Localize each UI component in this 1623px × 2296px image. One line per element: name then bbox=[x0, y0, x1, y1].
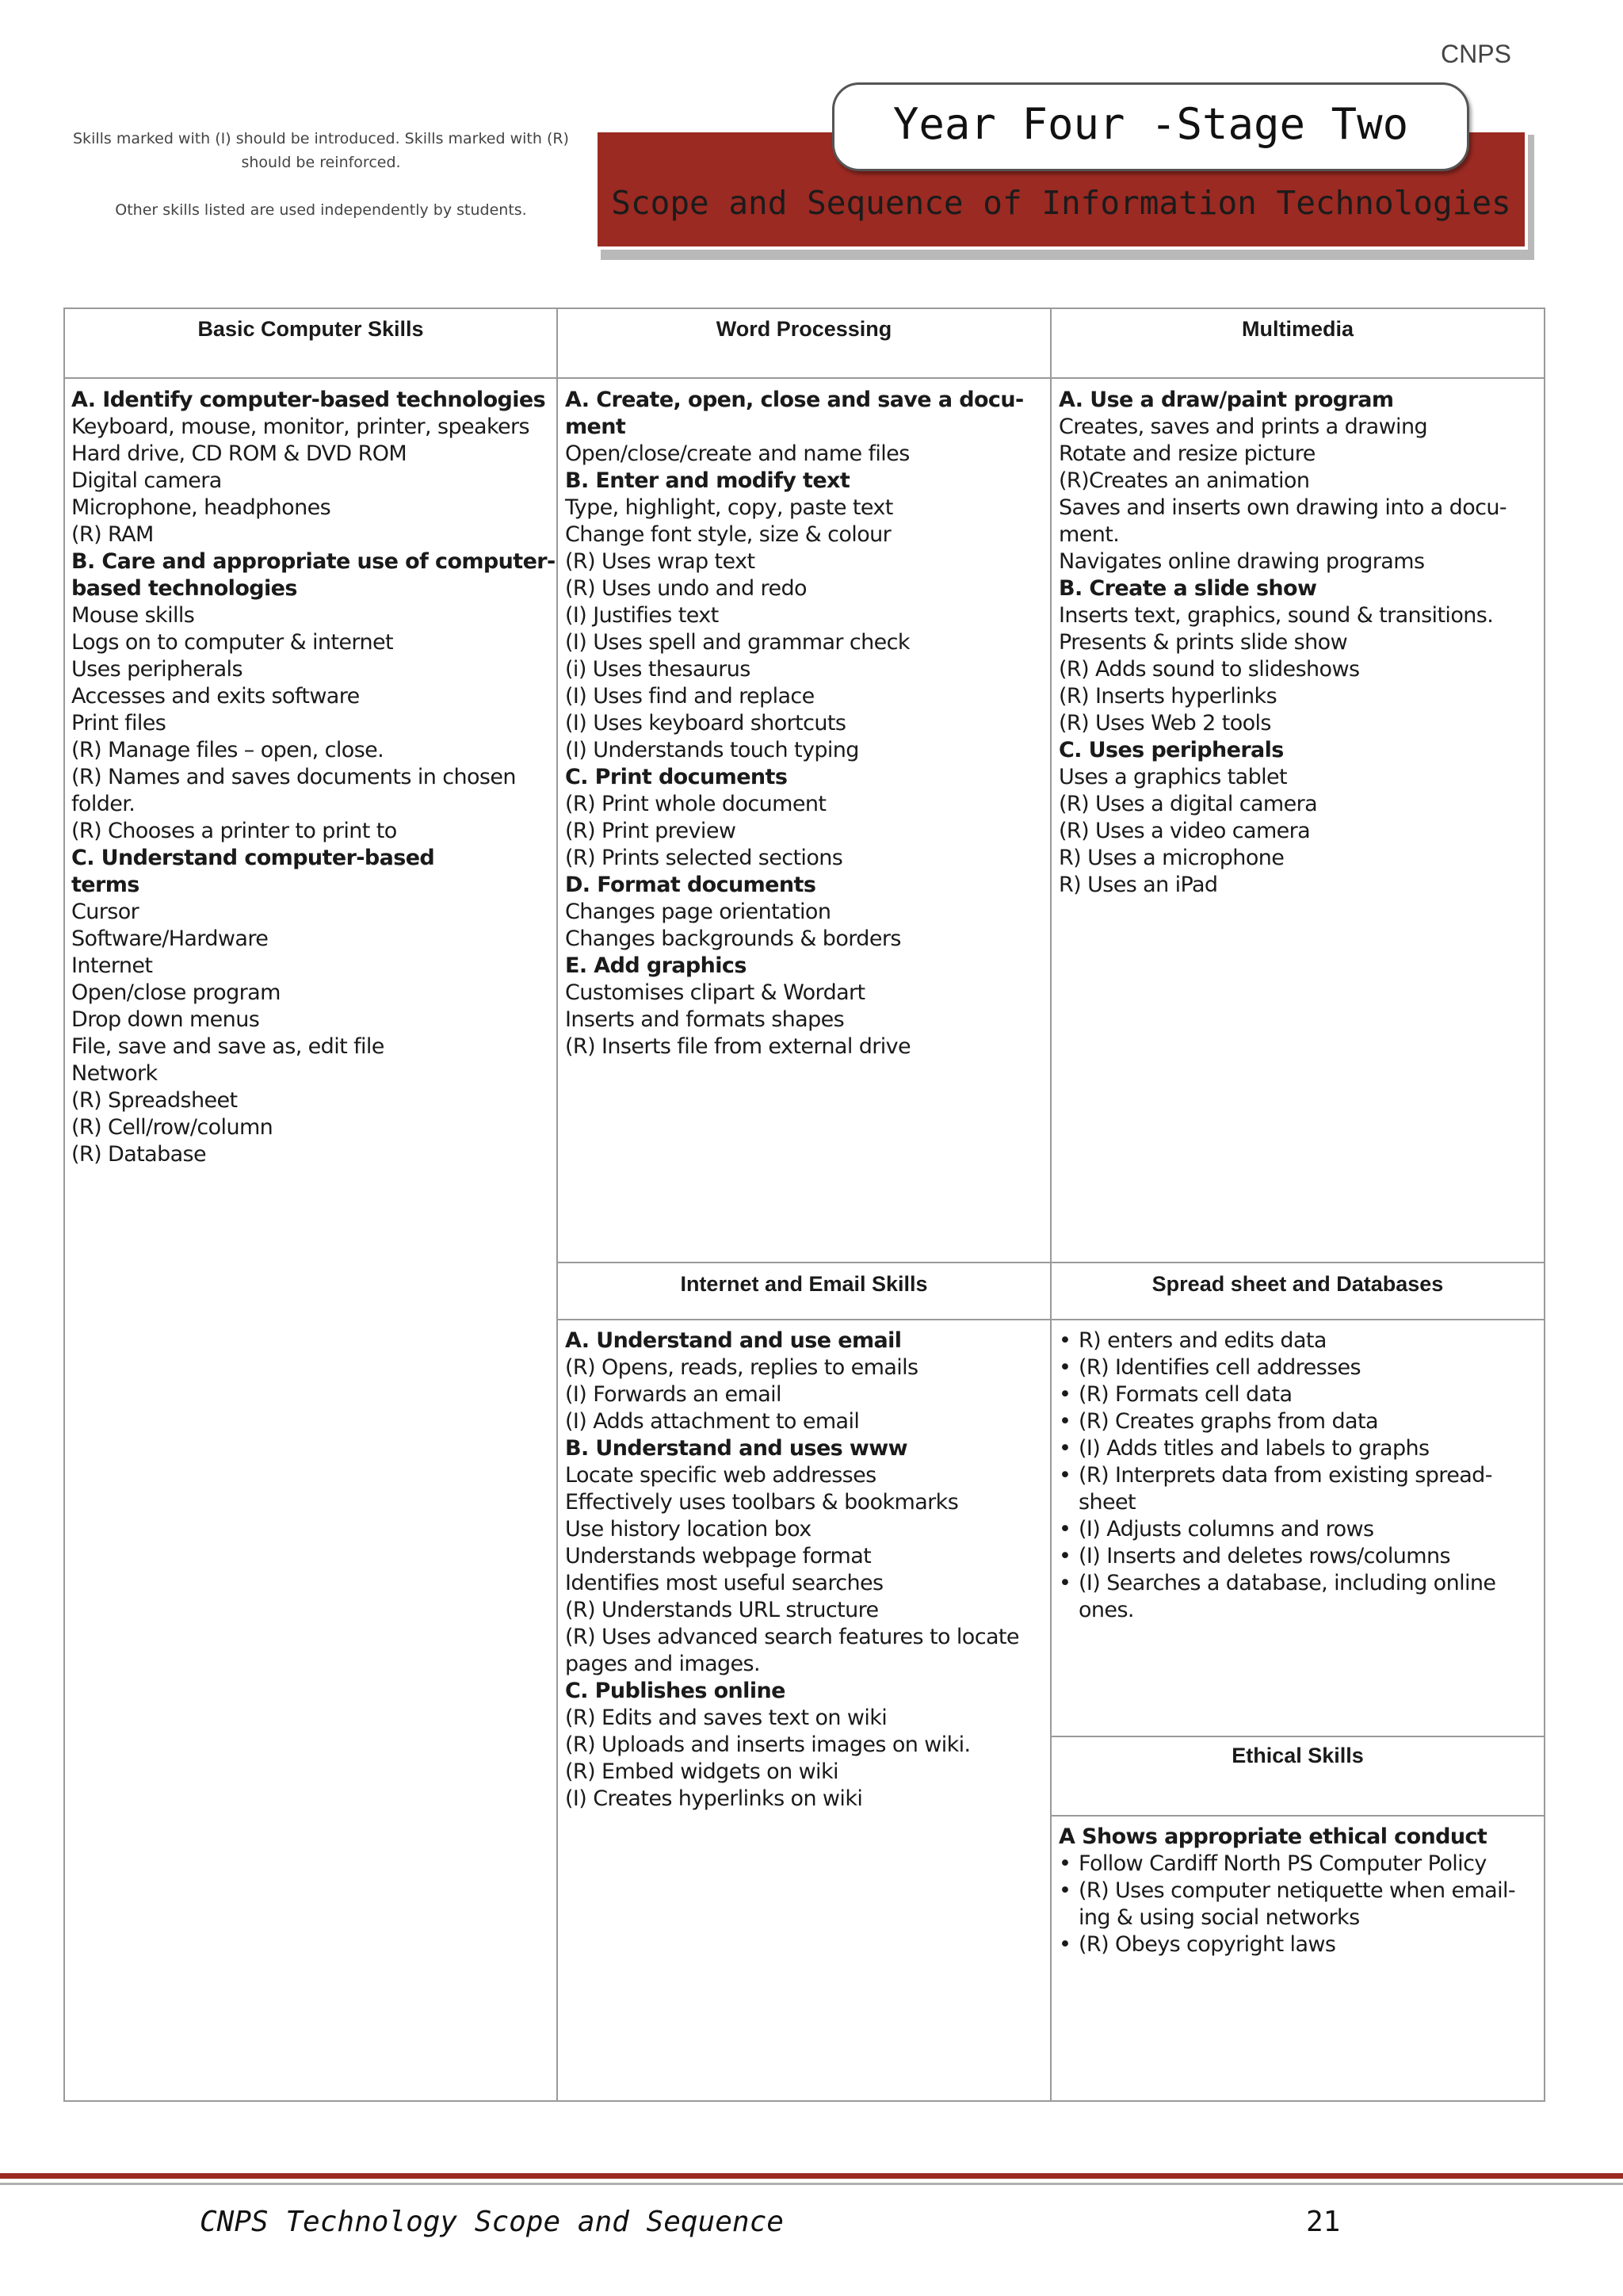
heading-internet-email: Internet and Email Skills bbox=[680, 1272, 928, 1296]
skill-item: Network bbox=[71, 1061, 158, 1086]
footer-rule bbox=[0, 2173, 1623, 2179]
basic-skills-list bbox=[71, 387, 556, 1168]
skill-item: Saves and inserts own drawing into a docu- bbox=[1059, 495, 1507, 520]
heading-word-processing: Word Processing bbox=[716, 317, 892, 341]
skill-item: Open/close program bbox=[71, 980, 281, 1005]
skill-item: Drop down menus bbox=[71, 1007, 260, 1032]
bullet-text: (R) Interprets data from existing spread- bbox=[1079, 1463, 1492, 1488]
skill-item: Rotate and resize picture bbox=[1059, 441, 1316, 466]
section-heading: D. Format documents bbox=[565, 873, 816, 897]
bullet-icon: • bbox=[1059, 1328, 1071, 1353]
section-heading: B. Understand and uses www bbox=[565, 1436, 907, 1461]
skill-item: (R) Chooses a printer to print to bbox=[71, 819, 397, 843]
skill-item: (R) Uses undo and redo bbox=[565, 576, 807, 601]
bullet-icon: • bbox=[1059, 1355, 1071, 1380]
skill-item: Accesses and exits software bbox=[71, 684, 360, 709]
skill-item: Internet bbox=[71, 953, 153, 978]
bullet-text: (I) Inserts and deletes rows/columns bbox=[1079, 1544, 1450, 1568]
skill-item: (R) Prints selected sections bbox=[565, 846, 843, 870]
skill-item: (R) Adds sound to slideshows bbox=[1059, 657, 1360, 682]
bullet-item bbox=[1059, 1381, 1541, 1408]
page-number: 21 bbox=[1306, 2206, 1341, 2238]
skill-item: Identifies most useful searches bbox=[565, 1571, 884, 1595]
bullet-item bbox=[1059, 1328, 1541, 1354]
skill-item: (R) Edits and saves text on wiki bbox=[565, 1706, 888, 1730]
spreadsheet-bullets bbox=[1059, 1328, 1541, 1624]
skill-item: (R) Inserts hyperlinks bbox=[1059, 684, 1277, 709]
skill-item: (I) Adds attachment to email bbox=[565, 1409, 860, 1434]
legend-note: Skills marked with (I) should be introduced. Skills marked with (R) should be reinforced. bbox=[73, 130, 569, 171]
bullet-item bbox=[1059, 1878, 1541, 1931]
bullet-item bbox=[1059, 1516, 1541, 1543]
skill-item: (R) RAM bbox=[71, 522, 154, 547]
skills-legend bbox=[67, 127, 575, 246]
skill-item: Keyboard, mouse, monitor, printer, speakers bbox=[71, 415, 529, 439]
section-heading: C. Understand computer-based bbox=[71, 846, 435, 870]
skill-item: Creates, saves and prints a drawing bbox=[1059, 415, 1428, 439]
bullet-text: Follow Cardiff North PS Computer Policy bbox=[1079, 1851, 1487, 1876]
skill-item: R) Uses a microphone bbox=[1059, 846, 1285, 870]
bullet-item bbox=[1059, 1543, 1541, 1570]
bullet-text: (R) Formats cell data bbox=[1079, 1382, 1293, 1407]
bullet-icon: • bbox=[1059, 1571, 1071, 1595]
skill-item: (R) Understands URL structure bbox=[565, 1598, 879, 1622]
bullet-item bbox=[1059, 1462, 1541, 1516]
corner-tag: CNPS bbox=[1441, 40, 1511, 68]
skill-item: Customises clipart & Wordart bbox=[565, 980, 865, 1005]
section-heading: terms bbox=[71, 873, 139, 897]
section-heading: ment bbox=[565, 415, 626, 439]
bullet-text: sheet bbox=[1079, 1490, 1136, 1515]
heading-multimedia: Multimedia bbox=[1241, 317, 1354, 341]
skill-item: (R) Uses a video camera bbox=[1059, 819, 1311, 843]
bullet-text: (I) Searches a database, including online bbox=[1079, 1571, 1496, 1595]
bullet-icon: • bbox=[1059, 1463, 1071, 1488]
skill-item: (R)Creates an animation bbox=[1059, 468, 1310, 493]
skill-item: (I) Uses find and replace bbox=[565, 684, 815, 709]
bullet-item bbox=[1059, 1435, 1541, 1462]
footer-title: CNPS Technology Scope and Sequence bbox=[200, 2206, 784, 2238]
heading-spreadsheet-databases: Spread sheet and Databases bbox=[1151, 1272, 1444, 1296]
skill-item: (i) Uses thesaurus bbox=[565, 657, 750, 682]
section-heading: C. Publishes online bbox=[565, 1679, 785, 1703]
bullet-text: (R) Identifies cell addresses bbox=[1079, 1355, 1361, 1380]
bullet-icon: • bbox=[1059, 1517, 1071, 1541]
skill-item: Effectively uses toolbars & bookmarks bbox=[565, 1490, 959, 1515]
skill-item: (R) Uses wrap text bbox=[565, 549, 755, 574]
section-heading: B. Enter and modify text bbox=[565, 468, 850, 493]
bullet-text: R) enters and edits data bbox=[1079, 1328, 1327, 1353]
skill-item: (I) Forwards an email bbox=[565, 1382, 781, 1407]
skill-item: Inserts and formats shapes bbox=[565, 1007, 845, 1032]
skill-item: (R) Inserts file from external drive bbox=[565, 1034, 911, 1059]
section-heading: A. Create, open, close and save a docu- bbox=[565, 388, 1024, 412]
section-heading: B. Create a slide show bbox=[1059, 576, 1317, 601]
bullet-icon: • bbox=[1059, 1878, 1071, 1903]
skill-item: Changes page orientation bbox=[565, 900, 831, 924]
skill-item: Type, highlight, copy, paste text bbox=[565, 495, 893, 520]
bullet-item bbox=[1059, 1570, 1541, 1624]
footer-rule-shadow bbox=[0, 2183, 1623, 2185]
skill-item: pages and images. bbox=[565, 1652, 761, 1676]
skill-item: Hard drive, CD ROM & DVD ROM bbox=[71, 441, 407, 466]
skill-item: Uses a graphics tablet bbox=[1059, 765, 1288, 789]
skill-item: (R) Uploads and inserts images on wiki. bbox=[565, 1733, 971, 1757]
legend-note-independent: Other skills listed are used independently by students. bbox=[115, 201, 527, 219]
skill-item: (R) Embed widgets on wiki bbox=[565, 1759, 838, 1784]
skill-item: Logs on to computer & internet bbox=[71, 630, 393, 655]
skill-item: Mouse skills bbox=[71, 603, 195, 628]
skill-item: (I) Justifies text bbox=[565, 603, 719, 628]
skill-item: Print files bbox=[71, 711, 166, 735]
bullet-item bbox=[1059, 1851, 1541, 1878]
section-heading: C. Uses peripherals bbox=[1059, 738, 1284, 762]
bullet-text: ones. bbox=[1079, 1598, 1134, 1622]
skill-item: Understands webpage format bbox=[565, 1544, 872, 1568]
bullet-icon: • bbox=[1059, 1382, 1071, 1407]
section-heading: B. Care and appropriate use of computer- bbox=[71, 549, 556, 574]
bullet-icon: • bbox=[1059, 1409, 1071, 1434]
skill-item: (R) Uses advanced search features to locate bbox=[565, 1625, 1019, 1649]
section-heading: A. Identify computer-based technologies bbox=[71, 388, 546, 412]
skill-item: Changes backgrounds & borders bbox=[565, 926, 901, 951]
multimedia-list bbox=[1059, 387, 1541, 899]
heading-ethical-skills: Ethical Skills bbox=[1232, 1744, 1364, 1767]
section-heading: A. Use a draw/paint program bbox=[1059, 388, 1394, 412]
skill-item: folder. bbox=[71, 792, 136, 816]
skill-item: (R) Print whole document bbox=[565, 792, 827, 816]
skill-item: Cursor bbox=[71, 900, 139, 924]
section-heading: C. Print documents bbox=[565, 765, 788, 789]
section-heading: E. Add graphics bbox=[565, 953, 747, 978]
ethical-bullets bbox=[1059, 1851, 1541, 1958]
bullet-text: (I) Adjusts columns and rows bbox=[1079, 1517, 1374, 1541]
skill-item: (R) Database bbox=[71, 1142, 207, 1167]
spreadsheet-list bbox=[1059, 1328, 1541, 1624]
skill-item: R) Uses an iPad bbox=[1059, 873, 1218, 897]
skill-item: Locate specific web addresses bbox=[565, 1463, 876, 1488]
bullet-text: (R) Creates graphs from data bbox=[1079, 1409, 1378, 1434]
skill-item: (I) Uses keyboard shortcuts bbox=[565, 711, 846, 735]
skill-item: Navigates online drawing programs bbox=[1059, 549, 1425, 574]
bullet-icon: • bbox=[1059, 1436, 1071, 1461]
banner-subtitle: Scope and Sequence of Information Technologies bbox=[611, 184, 1511, 222]
skill-item: Digital camera bbox=[71, 468, 222, 493]
ethical-list bbox=[1059, 1824, 1541, 1958]
skill-item: (R) Cell/row/column bbox=[71, 1115, 273, 1140]
bullet-text: (R) Uses computer netiquette when email- bbox=[1079, 1878, 1516, 1903]
skill-item: (R) Manage files – open, close. bbox=[71, 738, 384, 762]
word-processing-list bbox=[565, 387, 1047, 1060]
skill-item: (R) Uses a digital camera bbox=[1059, 792, 1318, 816]
page-title: Year Four -Stage Two bbox=[832, 82, 1469, 171]
bullet-text: (R) Obeys copyright laws bbox=[1079, 1932, 1336, 1957]
skill-item: Software/Hardware bbox=[71, 926, 269, 951]
skill-item: Microphone, headphones bbox=[71, 495, 331, 520]
bullet-icon: • bbox=[1059, 1544, 1071, 1568]
section-heading: A. Understand and use email bbox=[565, 1328, 902, 1353]
skill-item: Open/close/create and name files bbox=[565, 441, 910, 466]
skill-item: Presents & prints slide show bbox=[1059, 630, 1348, 655]
bullet-item bbox=[1059, 1931, 1541, 1958]
skill-item: (I) Understands touch typing bbox=[565, 738, 859, 762]
bullet-item bbox=[1059, 1354, 1541, 1381]
skill-item: (R) Print preview bbox=[565, 819, 736, 843]
skill-item: (I) Creates hyperlinks on wiki bbox=[565, 1786, 863, 1811]
skill-item: Change font style, size & colour bbox=[565, 522, 892, 547]
skill-item: (R) Spreadsheet bbox=[71, 1088, 238, 1113]
skill-item: (R) Names and saves documents in chosen bbox=[71, 765, 516, 789]
skill-item: (R) Opens, reads, replies to emails bbox=[565, 1355, 918, 1380]
bullet-text: ing & using social networks bbox=[1079, 1905, 1360, 1930]
bullet-text: (I) Adds titles and labels to graphs bbox=[1079, 1436, 1430, 1461]
bullet-item bbox=[1059, 1408, 1541, 1435]
heading-basic-computer-skills: Basic Computer Skills bbox=[197, 317, 424, 341]
internet-email-list bbox=[565, 1328, 1047, 1813]
bullet-icon: • bbox=[1059, 1851, 1071, 1876]
skill-item: Uses peripherals bbox=[71, 657, 242, 682]
skill-item: File, save and save as, edit file bbox=[71, 1034, 384, 1059]
skill-item: Use history location box bbox=[565, 1517, 812, 1541]
ethical-subheading: A Shows appropriate ethical conduct bbox=[1059, 1824, 1487, 1849]
skill-item: (I) Uses spell and grammar check bbox=[565, 630, 910, 655]
skill-item: Inserts text, graphics, sound & transitions. bbox=[1059, 603, 1494, 628]
skill-item: ment. bbox=[1059, 522, 1120, 547]
bullet-icon: • bbox=[1059, 1932, 1071, 1957]
skill-item: (R) Uses Web 2 tools bbox=[1059, 711, 1271, 735]
section-heading: based technologies bbox=[71, 576, 297, 601]
